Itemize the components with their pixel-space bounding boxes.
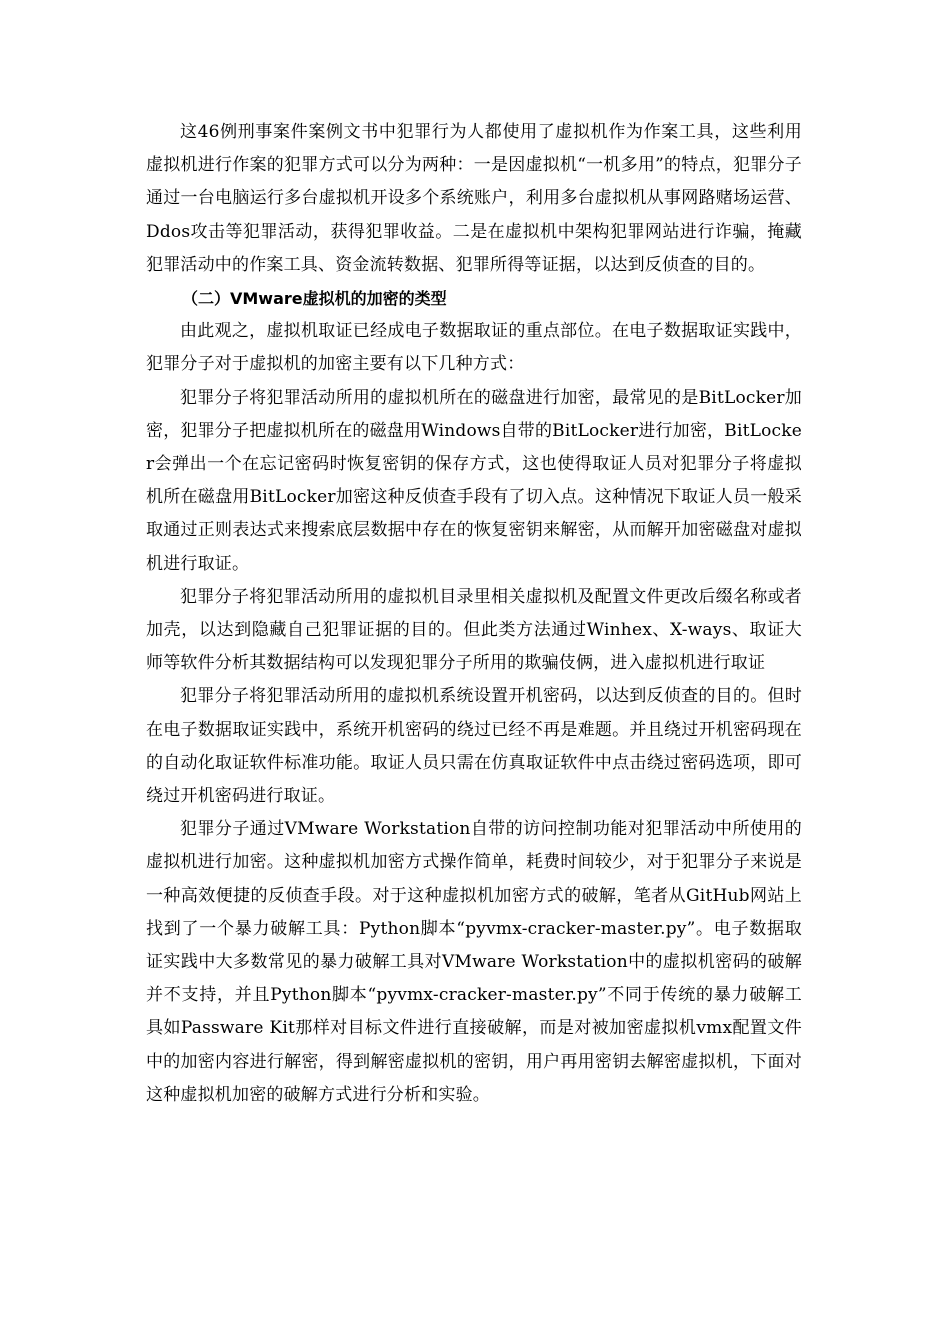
section-heading: （二）VMware虚拟机的加密的类型	[182, 289, 447, 309]
document-page	[146, 116, 802, 1112]
paragraph-bitlocker: 犯罪分子将犯罪活动所用的虚拟机所在的磁盘进行加密，最常见的是BitLocker加密，犯罪分子把虚拟机所在的磁盘用Windows自带的BitLocker进行加密，BitLocker会弹出一个在忘记密码时恢复密钥的保存方式，这也使得取证人员对犯罪分子将虚拟机所在磁盘用BitLocker加密这种反侦查手段有了切入点。这种情况下取证人员一般采取通过正则表达式来搜索底层数据中存在的恢复密钥来解密，从而解开加密磁盘对虚拟机进行取证。	[146, 387, 803, 574]
paragraph-boot-password: 犯罪分子将犯罪活动所用的虚拟机系统设置开机密码，以达到反侦查的目的。但时在电子数据取证实践中，系统开机密码的绕过已经不再是难题。并且绕过开机密码现在的自动化取证软件标准功能。取证人员只需在仿真取证软件中点击绕过密码选项，即可绕过开机密码进行取证。	[146, 686, 802, 807]
paragraph-file-rename: 犯罪分子将犯罪活动所用的虚拟机目录里相关虚拟机及配置文件更改后缀名称或者加壳，以达到隐藏自己犯罪证据的目的。但此类方法通过Winhex、X-ways、取证大师等软件分析其数据结构可以发现犯罪分子所用的欺骗伎俩，进入虚拟机进行取证	[146, 586, 802, 674]
paragraph-vmware-access-control: 犯罪分子通过VMware Workstation自带的访问控制功能对犯罪活动中所使用的虚拟机进行加密。这种虚拟机加密方式操作简单，耗费时间较少，对于犯罪分子来说是一种高效便捷的反侦查手段。对于这种虚拟机加密方式的破解，笔者从GitHub网站上找到了一个暴力破解工具：Python脚本“pyvmx-cracker-master.py”。电子数据取证实践中大多数常见的暴力破解工具对VMware Workstation中的虚拟机密码的破解并不支持，并且Python脚本“pyvmx-cracker-master.py”不同于传统的暴力破解工具如Passware Kit那样对目标文件进行直接破解，而是对被加密虚拟机vmx配置文件中的加密内容进行解密，得到解密虚拟机的密钥，用户再用密钥去解密虚拟机，下面对这种虚拟机加密的破解方式进行分析和实验。	[146, 819, 802, 1105]
paragraph-intro: 这46例刑事案件案例文书中犯罪行为人都使用了虚拟机作为作案工具，这些利用虚拟机进行作案的犯罪方式可以分为两种：一是因虚拟机“一机多用”的特点，犯罪分子通过一台电脑运行多台虚拟机开设多个系统账户，利用多台虚拟机从事网路赌场运营、Ddos攻击等犯罪活动，获得犯罪收益。二是在虚拟机中架构犯罪网站进行诈骗，掩藏犯罪活动中的作案工具、资金流转数据、犯罪所得等证据，以达到反侦查的目的。	[146, 122, 802, 275]
paragraph-overview: 由此观之，虚拟机取证已经成电子数据取证的重点部位。在电子数据取证实践中，犯罪分子对于虚拟机的加密主要有以下几种方式：	[146, 321, 802, 375]
